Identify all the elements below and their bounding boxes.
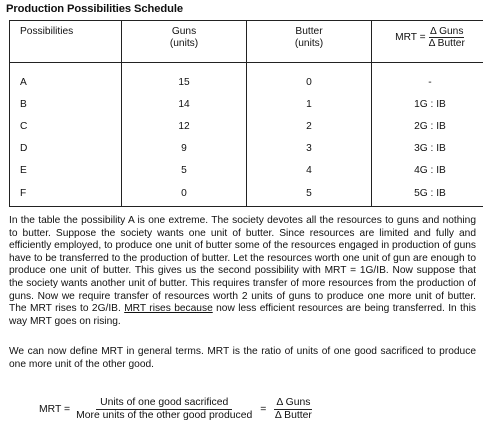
table-row — [10, 94, 483, 116]
table-row — [10, 160, 483, 182]
cell-mrt: 1G : IB — [372, 94, 483, 116]
cell-guns: 15 — [122, 72, 247, 94]
cell-possibility: D — [10, 138, 122, 160]
cell-possibility: F — [10, 182, 122, 207]
formula-fraction — [76, 397, 252, 422]
header-guns-unit: (units) — [169, 38, 199, 49]
cell-mrt: 5G : IB — [372, 182, 483, 207]
explanation-text-end: now less efficient resources are being transferred. In this way MRT goes on rising. — [9, 303, 476, 327]
header-possibilities: Possibilities — [10, 21, 122, 63]
formula-lhs: MRT = — [39, 404, 71, 415]
cell-guns: 9 — [122, 138, 247, 160]
cell-butter: 4 — [247, 160, 372, 182]
cell-mrt: 2G : IB — [372, 116, 483, 138]
cell-butter: 3 — [247, 138, 372, 160]
cell-guns: 12 — [122, 116, 247, 138]
explanation-paragraph — [9, 215, 476, 328]
cell-butter: 1 — [247, 94, 372, 116]
formula-rhs-fraction — [274, 397, 312, 422]
cell-butter: 0 — [247, 72, 372, 94]
header-guns-label: Guns — [171, 26, 197, 37]
header-mrt-numerator: Δ Guns — [430, 26, 464, 37]
header-mrt-fraction — [429, 26, 465, 49]
formula-equals: = — [260, 404, 267, 415]
table-row — [10, 116, 483, 138]
explanation-text: In the table the possibility A is one extreme. The society devotes all the resources to guns and nothing to butter. Suppose the society wants one unit of butter. Since resources are limited and fully and efficiently employed, to produce one unit of butter some of the resources engaged in production of guns have to be transferred to the production of butter. Let the resources worth one unit of gun are enough to produce one unit of butter. This gives us the second possibility with MRT = 1G/IB. Now suppose that the society wants another unit of butter. This requires transfer of more resources from the production of guns. Now we require transfer of resources worth 2 units of guns to produce one more unit of butter. The MRT rises to 2G/IB. — [9, 215, 476, 315]
cell-guns: 5 — [122, 160, 247, 182]
underlined-phrase: MRT rises because — [124, 303, 213, 315]
cell-possibility: E — [10, 160, 122, 182]
formula-numerator: Units of one good sacrificed — [96, 397, 232, 410]
table-row — [10, 72, 483, 94]
table-row — [10, 182, 483, 207]
header-mrt-denominator: Δ Butter — [428, 38, 465, 49]
definition-paragraph: We can now define MRT in general terms. MRT is the ratio of units of one good sacrificed to produce one more unit of the other good. — [9, 346, 476, 370]
header-butter — [247, 21, 372, 63]
header-guns — [122, 21, 247, 63]
header-mrt-label: MRT = — [395, 31, 426, 43]
table-spacer-row — [10, 63, 483, 73]
cell-mrt: 4G : IB — [372, 160, 483, 182]
cell-possibility: B — [10, 94, 122, 116]
cell-possibility: A — [10, 72, 122, 94]
header-mrt — [372, 21, 483, 63]
cell-mrt: 3G : IB — [372, 138, 483, 160]
production-possibilities-table — [9, 20, 483, 207]
cell-possibility: C — [10, 116, 122, 138]
cell-mrt: - — [372, 72, 483, 94]
formula-rhs-numerator: Δ Guns — [276, 397, 311, 408]
table-row — [10, 138, 483, 160]
page-title: Production Possibilities Schedule — [6, 3, 183, 15]
cell-guns: 14 — [122, 94, 247, 116]
mrt-formula — [39, 397, 312, 422]
header-butter-label: Butter — [295, 26, 323, 37]
cell-guns: 0 — [122, 182, 247, 207]
formula-denominator: More units of the other good produced — [76, 410, 253, 421]
cell-butter: 2 — [247, 116, 372, 138]
formula-rhs-denominator: Δ Butter — [274, 410, 312, 421]
table-header-row — [10, 21, 483, 63]
header-butter-unit: (units) — [294, 38, 324, 49]
cell-butter: 5 — [247, 182, 372, 207]
